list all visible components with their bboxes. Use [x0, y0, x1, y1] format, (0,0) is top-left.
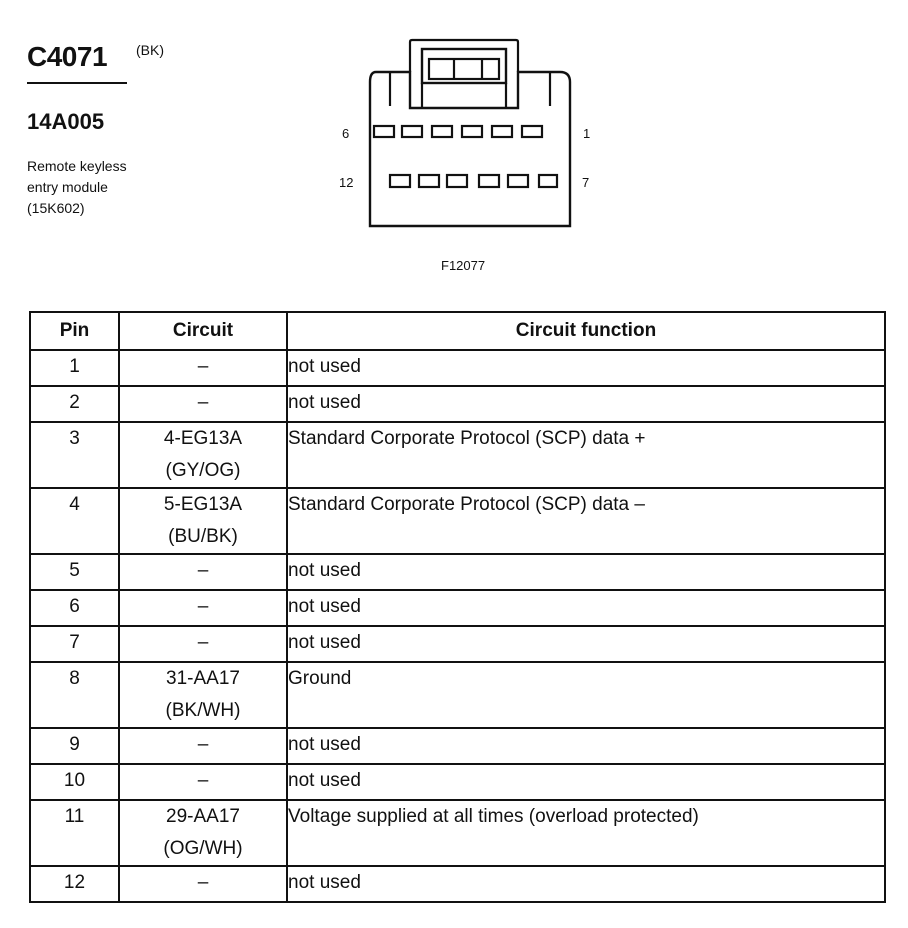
pin-table	[29, 311, 886, 903]
pin-cavity	[419, 175, 439, 187]
function-cell: not used	[287, 590, 885, 626]
function-cell: not used	[287, 728, 885, 764]
function-cell: Standard Corporate Protocol (SCP) data +	[287, 422, 885, 488]
circuit-line: –	[197, 734, 209, 755]
circuit-line: –	[197, 392, 209, 413]
part-number: 14A005	[27, 109, 105, 134]
function-cell: not used	[287, 554, 885, 590]
connector-id: C4071	[27, 41, 108, 72]
module-description	[27, 156, 127, 219]
table-row	[30, 554, 885, 590]
pin-cell: 8	[30, 662, 119, 728]
pin-cell: 6	[30, 590, 119, 626]
function-cell: not used	[287, 764, 885, 800]
circuit-cell	[119, 626, 287, 662]
circuit-line: –	[197, 770, 209, 791]
connector-latch	[410, 40, 518, 72]
function-cell: not used	[287, 866, 885, 902]
pin-cavity	[479, 175, 499, 187]
pin-cell: 10	[30, 764, 119, 800]
pin-label-12: 12	[339, 175, 354, 190]
table-row	[30, 422, 885, 488]
circuit-line: (GY/OG)	[165, 460, 241, 481]
pin-cavity	[539, 175, 557, 187]
circuit-line: 4-EG13A	[163, 428, 243, 449]
circuit-line: (BK/WH)	[165, 700, 241, 721]
table-row	[30, 488, 885, 554]
pin-cell: 5	[30, 554, 119, 590]
pin-cell: 9	[30, 728, 119, 764]
pin-cavity	[462, 126, 482, 137]
pin-cavity	[432, 126, 452, 137]
pin-cavity	[492, 126, 512, 137]
table-row	[30, 590, 885, 626]
table-row	[30, 350, 885, 386]
circuit-cell	[119, 422, 287, 488]
pin-cavity	[390, 175, 410, 187]
pin-cavity	[447, 175, 467, 187]
circuit-cell	[119, 350, 287, 386]
circuit-cell	[119, 728, 287, 764]
description-line: entry module	[27, 179, 108, 195]
function-cell: Standard Corporate Protocol (SCP) data –	[287, 488, 885, 554]
circuit-line: –	[197, 596, 209, 617]
circuit-cell	[119, 386, 287, 422]
circuit-line: 29-AA17	[166, 806, 240, 827]
pin-cavity	[402, 126, 422, 137]
color-code: (BK)	[136, 42, 164, 58]
function-cell: Voltage supplied at all times (overload protected)	[287, 800, 885, 866]
pin-cell: 4	[30, 488, 119, 554]
circuit-line: –	[197, 872, 209, 893]
circuit-line: 5-EG13A	[163, 494, 243, 515]
header-pin: Pin	[30, 312, 119, 350]
table-row	[30, 386, 885, 422]
pin-cavity	[522, 126, 542, 137]
title-underline	[27, 82, 127, 84]
pin-cavity	[508, 175, 528, 187]
function-cell: not used	[287, 626, 885, 662]
table-row	[30, 800, 885, 866]
pin-label-1: 1	[583, 126, 591, 141]
connector-face-diagram	[330, 30, 610, 240]
circuit-cell	[119, 764, 287, 800]
function-cell: not used	[287, 386, 885, 422]
pin-cell: 1	[30, 350, 119, 386]
circuit-cell	[119, 800, 287, 866]
pin-cell: 3	[30, 422, 119, 488]
description-line: (15K602)	[27, 200, 85, 216]
circuit-line: (BU/BK)	[168, 526, 238, 547]
circuit-cell	[119, 590, 287, 626]
circuit-line: –	[197, 356, 209, 377]
pin-cell: 7	[30, 626, 119, 662]
table-row	[30, 866, 885, 902]
circuit-line: –	[197, 560, 209, 581]
circuit-cell	[119, 554, 287, 590]
figure-code: F12077	[441, 258, 486, 273]
table-row	[30, 626, 885, 662]
table-row	[30, 728, 885, 764]
circuit-line: –	[197, 632, 209, 653]
pin-label-6: 6	[342, 126, 350, 141]
circuit-cell	[119, 866, 287, 902]
function-cell: not used	[287, 350, 885, 386]
pin-label-7: 7	[582, 175, 590, 190]
pin-cell: 11	[30, 800, 119, 866]
pin-cavity	[374, 126, 394, 137]
circuit-cell	[119, 488, 287, 554]
connector-housing	[370, 72, 570, 226]
pin-cell: 2	[30, 386, 119, 422]
header-circuit: Circuit	[119, 312, 287, 350]
table-row	[30, 764, 885, 800]
circuit-cell	[119, 662, 287, 728]
header-function: Circuit function	[287, 312, 885, 350]
pin-cell: 12	[30, 866, 119, 902]
circuit-line: (OG/WH)	[163, 838, 243, 859]
description-line: Remote keyless	[27, 158, 127, 174]
circuit-line: 31-AA17	[166, 668, 240, 689]
function-cell: Ground	[287, 662, 885, 728]
latch-window-inner	[429, 59, 499, 79]
table-row	[30, 662, 885, 728]
